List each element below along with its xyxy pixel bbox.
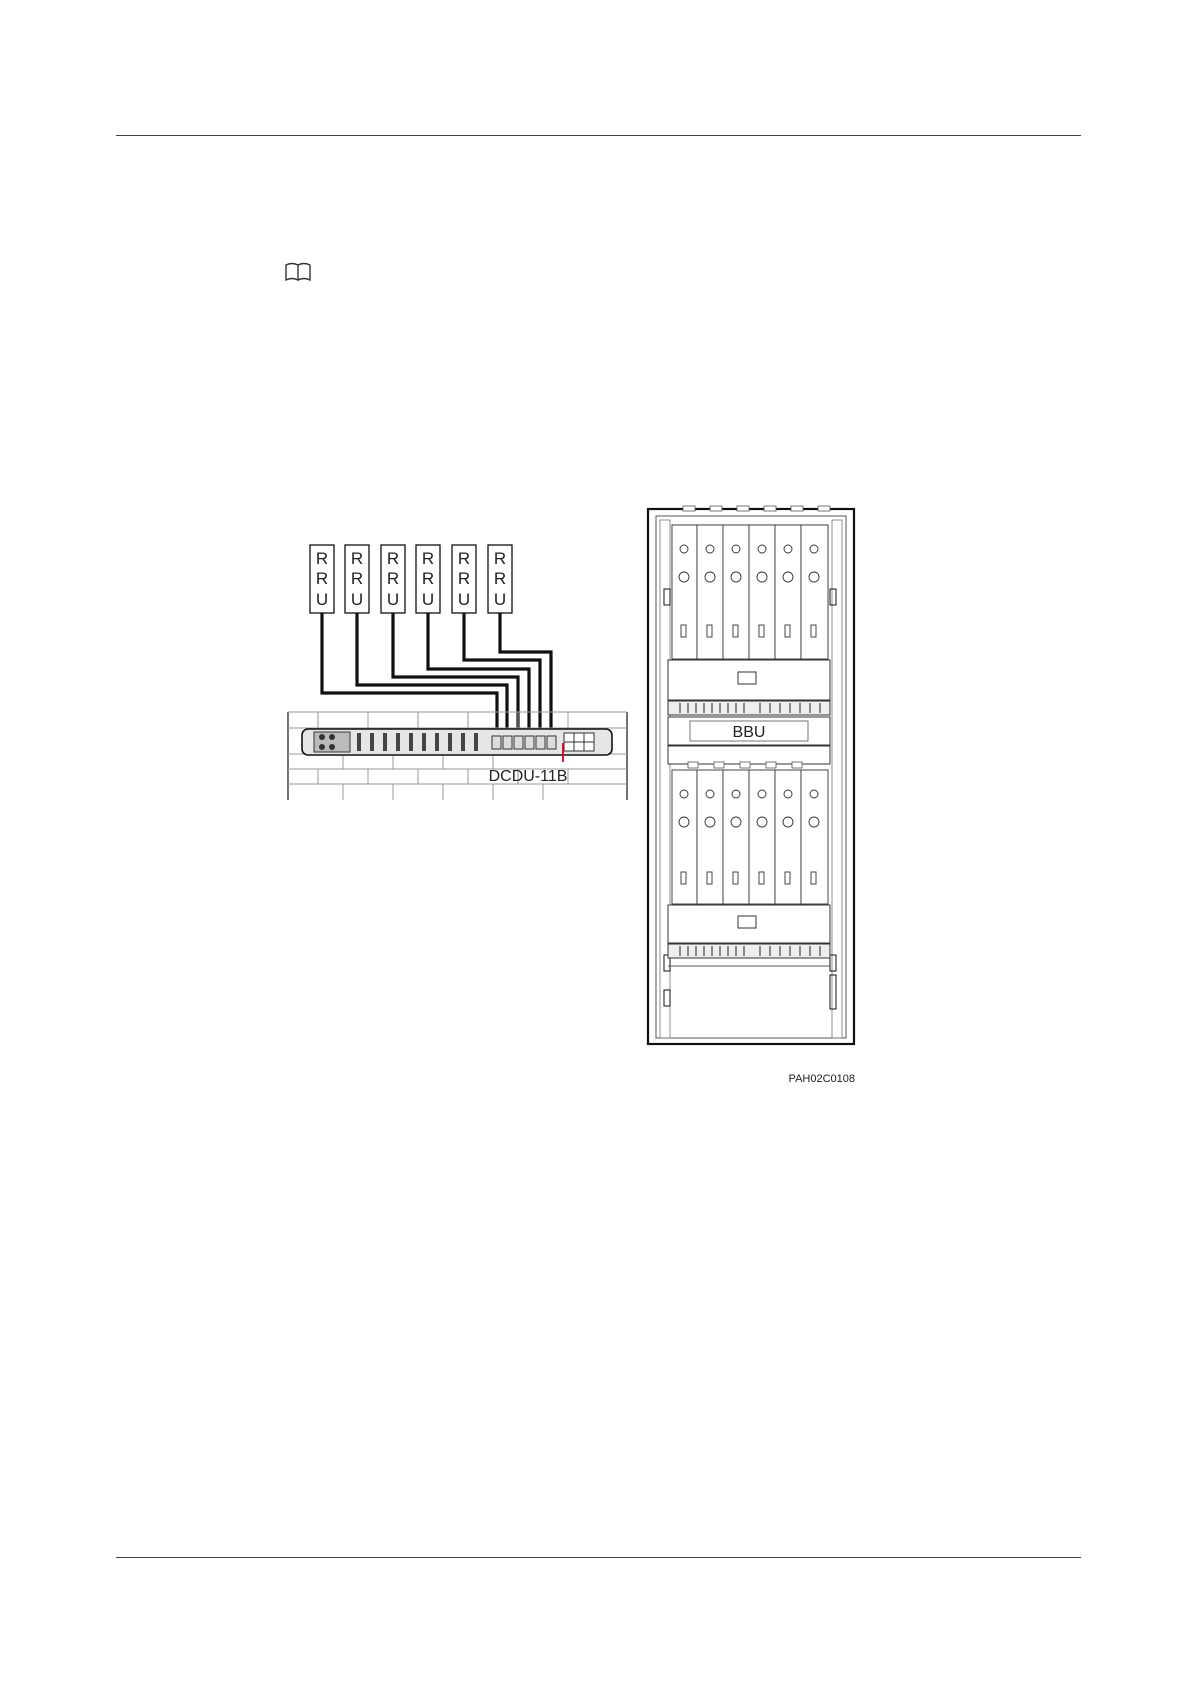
- rru-letter: R: [421, 549, 435, 568]
- upper-rru-modules: [672, 525, 828, 659]
- footer-rule: [116, 1557, 1081, 1558]
- rru-letter: R: [315, 569, 329, 588]
- rru-letter: R: [350, 549, 364, 568]
- rru-letter: U: [350, 590, 364, 609]
- rru-box-5: [452, 545, 476, 613]
- rru-letter: U: [493, 590, 507, 609]
- bbu-label: BBU: [732, 724, 766, 741]
- rru-letter: R: [350, 569, 364, 588]
- rru-box-1: [310, 545, 334, 613]
- rru-letter: R: [386, 549, 400, 568]
- cabinet: [648, 506, 854, 1044]
- bbu: [668, 717, 830, 745]
- rru-letter: R: [315, 549, 329, 568]
- wall: [288, 712, 627, 800]
- rru-box-3: [381, 545, 405, 613]
- rru-boxes: [310, 545, 512, 613]
- rru-letter: R: [421, 569, 435, 588]
- header-rule: [116, 135, 1081, 136]
- note-book-icon: [284, 262, 312, 282]
- dcdu-label: DCDU-11B: [488, 768, 568, 785]
- rru-letter: U: [315, 590, 329, 609]
- rru-letter: U: [421, 590, 435, 609]
- rru-letter: U: [457, 590, 471, 609]
- rru-letter: U: [386, 590, 400, 609]
- figure-id: PAH02C0108: [788, 1073, 855, 1085]
- rru-power-cabling-diagram: [270, 500, 890, 1130]
- power-cables: [322, 613, 551, 740]
- rru-letter: R: [493, 549, 507, 568]
- rru-letter: R: [457, 549, 471, 568]
- rru-box-4: [416, 545, 440, 613]
- rru-box-2: [345, 545, 369, 613]
- rru-letter: R: [386, 569, 400, 588]
- rru-letter: R: [457, 569, 471, 588]
- dcdu-11b: [302, 729, 612, 785]
- rru-box-6: [488, 545, 512, 613]
- rru-letter: R: [493, 569, 507, 588]
- lower-rru-modules: [672, 770, 828, 904]
